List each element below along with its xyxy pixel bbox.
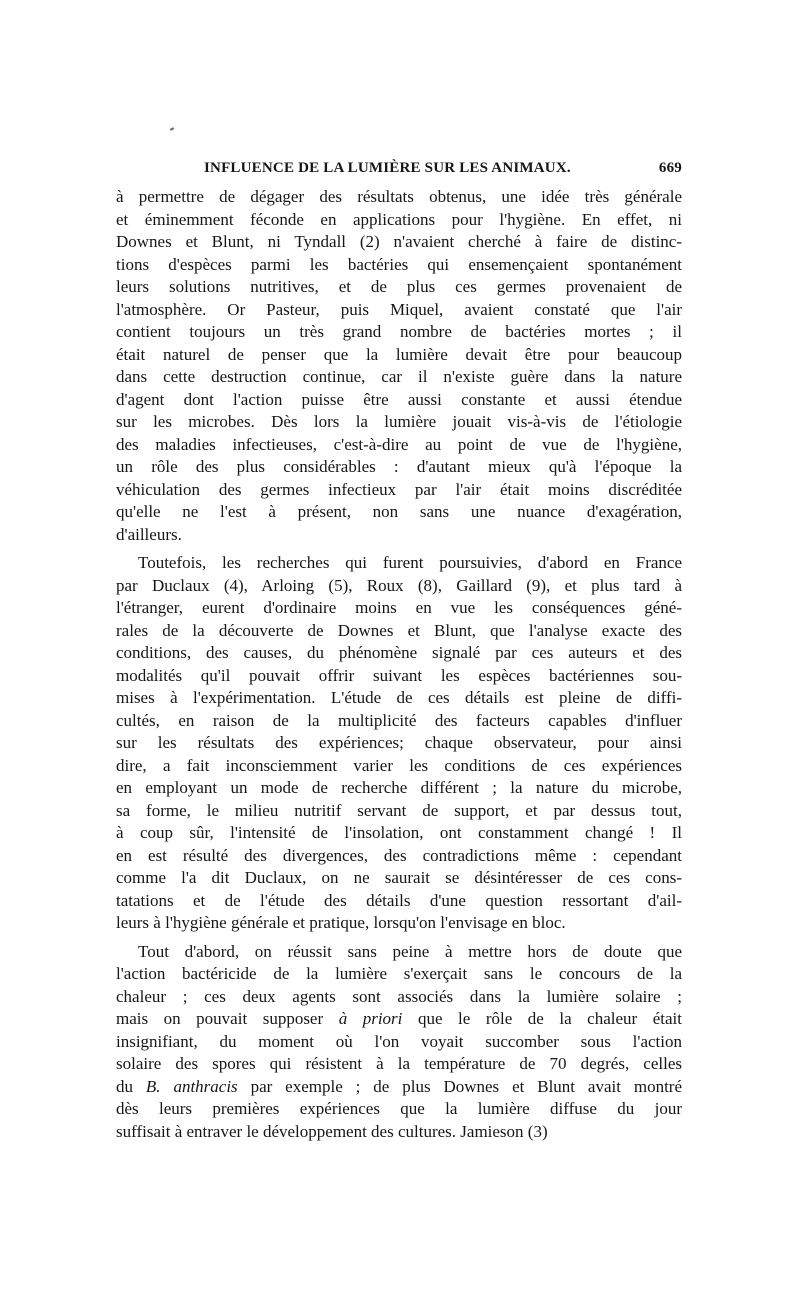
text-line: d'agent dont l'action puisse être aussi constante et aussi étendue: [116, 389, 682, 409]
text-line: tions d'espèces parmi les bactéries qui ensemençaient spontanément: [116, 254, 682, 274]
text-line: Downes et Blunt, ni Tyndall (2) n'avaient cherché à faire de distinc-: [116, 232, 682, 251]
text-line: contient toujours un très grand nombre de bactéries mortes ; il: [116, 322, 682, 341]
text-line: véhiculation des germes infectieux par l'air était moins discréditée: [116, 479, 682, 499]
text-line: par Duclaux (4), Arloing (5), Roux (8), Gaillard (9), et plus tard à: [116, 575, 682, 595]
text-line: sur les microbes. Dès lors la lumière jouait vis-à-vis de l'étiologie: [116, 412, 682, 431]
text-line: en est résulté des divergences, des contradictions même : cependant: [116, 845, 682, 865]
text-line: à coup sûr, l'intensité de l'insolation, ont constamment changé ! Il: [116, 823, 682, 842]
text-line: dire, a fait inconsciemment varier les conditions de ces expériences: [116, 755, 682, 775]
text-line: était naturel de penser que la lumière devait être pour beaucoup: [116, 344, 682, 364]
page-number: 669: [658, 160, 682, 176]
text-line: d'ailleurs.: [116, 524, 182, 544]
text-line: leurs à l'hygiène générale et pratique, lorsqu'on l'envisage en bloc.: [116, 913, 566, 932]
text-line: l'action bactéricide de la lumière s'exerçait sans le concours de la: [116, 964, 682, 983]
stray-mark: [170, 127, 174, 131]
book-page: [116, 156, 682, 1143]
text-line: à permettre de dégager des résultats obtenus, une idée très générale: [116, 187, 682, 206]
text-line: rales de la découverte de Downes et Blunt, que l'analyse exacte des: [116, 620, 682, 640]
text-line: comme l'a dit Duclaux, on ne saurait se désintéresser de ces cons-: [116, 868, 682, 887]
text-line: sur les résultats des expériences; chaque observateur, pour ainsi: [116, 733, 682, 752]
text-line: l'atmosphère. Or Pasteur, puis Miquel, avaient constaté que l'air: [116, 299, 682, 319]
text-line: chaleur ; ces deux agents sont associés dans la lumière solaire ;: [116, 986, 682, 1006]
running-header: [116, 156, 682, 186]
text-line: du B. anthracis par exemple ; de plus Downes et Blunt avait montré: [116, 1076, 682, 1096]
text-line: insignifiant, du moment où l'on voyait succomber sous l'action: [116, 1031, 682, 1051]
text-line: dans cette destruction continue, car il n'existe guère dans la nature: [116, 367, 682, 386]
text-line: cultés, en raison de la multiplicité des facteurs capables d'influer: [116, 710, 682, 730]
text-line: suffisait à entraver le développement des cultures. Jamieson (3): [116, 1121, 548, 1141]
text-line: un rôle des plus considérables : d'autant mieux qu'à l'époque la: [116, 457, 682, 476]
running-title: INFLUENCE DE LA LUMIÈRE SUR LES ANIMAUX.: [204, 160, 571, 176]
text-line: Tout d'abord, on réussit sans peine à mettre hors de doute que: [138, 941, 682, 961]
text-line: leurs solutions nutritives, et de plus ces germes provenaient de: [116, 277, 682, 296]
paragraph-1: [116, 186, 682, 546]
text-line: modalités qu'il pouvait offrir suivant les espèces bactériennes sou-: [116, 665, 682, 685]
text-line: et éminemment féconde en applications pour l'hygiène. En effet, ni: [116, 209, 682, 229]
text-line: mais on pouvait supposer à priori que le rôle de la chaleur était: [116, 1009, 682, 1028]
text-line: en employant un mode de recherche différent ; la nature du microbe,: [116, 778, 682, 797]
text-line: conditions, des causes, du phénomène signalé par ces auteurs et des: [116, 643, 682, 662]
text-line: Toutefois, les recherches qui furent poursuivies, d'abord en France: [138, 553, 682, 572]
text-line: tatations et de l'étude des détails d'une question ressortant d'ail-: [116, 890, 682, 910]
paragraph-2: [116, 552, 682, 935]
text-line: des maladies infectieuses, c'est-à-dire au point de vue de l'hygiène,: [116, 434, 682, 454]
text-line: dès leurs premières expériences que la lumière diffuse du jour: [116, 1099, 682, 1118]
text-line: qu'elle ne l'est à présent, non sans une nuance d'exagération,: [116, 502, 682, 521]
text-line: l'étranger, eurent d'ordinaire moins en vue les conséquences géné-: [116, 598, 682, 617]
text-line: mises à l'expérimentation. L'étude de ces détails est pleine de diffi-: [116, 688, 682, 707]
text-line: sa forme, le milieu nutritif servant de support, et par dessus tout,: [116, 800, 682, 820]
paragraph-3: [116, 941, 682, 1144]
text-line: solaire des spores qui résistent à la température de 70 degrés, celles: [116, 1054, 682, 1073]
